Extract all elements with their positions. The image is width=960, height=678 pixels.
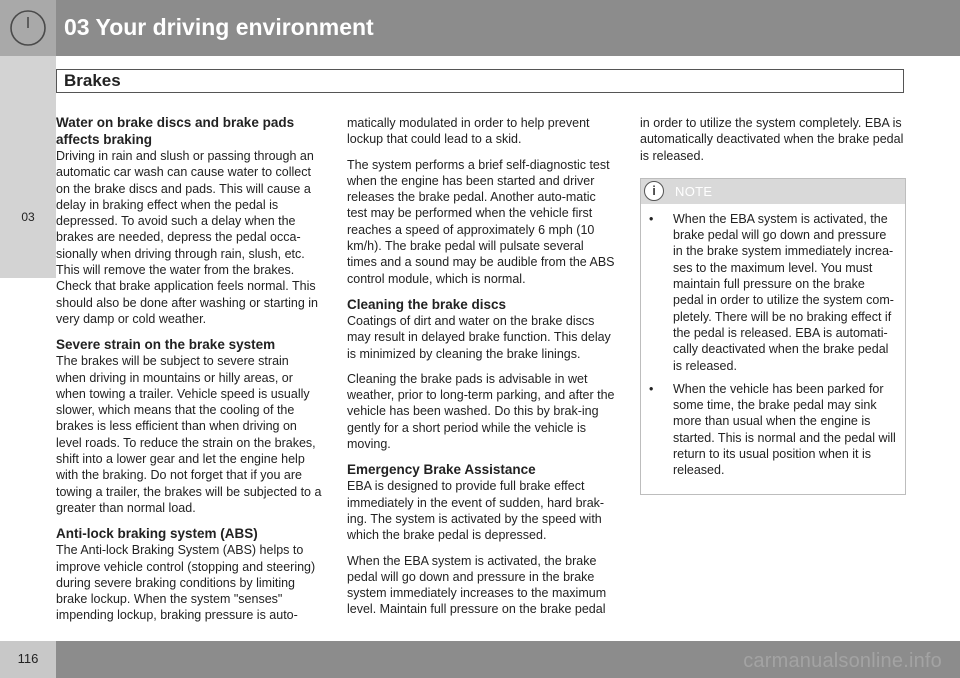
note-label: NOTE xyxy=(675,183,713,199)
note-header xyxy=(641,179,905,204)
heading-cleaning-brake-discs: Cleaning the brake discs xyxy=(347,296,507,312)
page-footer xyxy=(0,641,960,678)
paragraph: When the EBA system is activated, the brake pedal will go down and pressure in the brake system immediately increases to the maximum level. Maintain full pressure on the brake pedal xyxy=(347,553,607,617)
bullet: • xyxy=(649,381,654,396)
page-number-box xyxy=(0,641,56,678)
text-column-3 xyxy=(640,115,906,495)
chapter-header xyxy=(0,0,960,56)
chapter-title: 03 Your driving environment xyxy=(64,14,374,40)
paragraph: Driving in rain and slush or passing through an automatic car wash can cause water to collect on the brake discs and pads. This will cause a delay in braking effect when the pedal is depressed. To avoid such a delay when the brakes are needed, depress the pedal occa-sionally when driving through rain, slush, etc. This will remove the water from the brakes. Check that brake application feels normal. This should also be done after washing or starting in very damp or cold weather. xyxy=(56,149,318,326)
heading-water-on-brakes: Water on brake discs and brake pads affects braking xyxy=(56,115,295,147)
paragraph: Coatings of dirt and water on the brake discs may result in delayed brake function. This delay is minimized by cleaning the brake linings. xyxy=(347,313,611,361)
paragraph: EBA is designed to provide full brake effect immediately in the event of sudden, hard brak-ing. The system is activated by the speed with which the brake pedal is depressed. xyxy=(347,479,605,543)
side-tab-label: 03 xyxy=(21,210,35,224)
heading-emergency-brake-assistance: Emergency Brake Assistance xyxy=(347,462,536,478)
watermark: carmanualsonline.info xyxy=(743,650,942,672)
note-item-text: When the vehicle has been parked for some time, the brake pedal may sink more than usual when the engine is started. This is normal and the pedal will return to its usual position when it is released. xyxy=(673,381,896,478)
paragraph: in order to utilize the system completely. EBA is automatically deactivated when the brake pedal is released. xyxy=(640,116,904,163)
paragraph: The system performs a brief self-diagnostic test when the engine has been started and driver releases the brake pedal. Another auto-matic test may be performed when the vehicle first reaches a speed of approximately 6 mph (10 km/h). The brake pedal will pulsate several times and a sound may be audible from the ABS control module, which is normal. xyxy=(347,157,615,286)
note-body xyxy=(641,204,905,494)
section-bar xyxy=(56,69,904,93)
paragraph: Cleaning the brake pads is advisable in wet weather, prior to long-term parking, and after the vehicle has been washed. Do this by brak-ing gently for a short period while the vehicle is moving. xyxy=(347,371,615,452)
bullet: • xyxy=(649,211,654,226)
text-column-2 xyxy=(347,115,615,618)
gauge-icon xyxy=(9,9,47,47)
note-item-text: When the EBA system is activated, the brake pedal will go down and pressure in the brake system immediately increa-ses to the maximum level. You must maintain full pressure on the brake pedal in order to utilize the system com-pletely. There will be no braking effect if the pedal is released. EBA is automati-cally deactivated when the brake pedal is released. xyxy=(673,211,894,373)
heading-abs: Anti-lock braking system (ABS) xyxy=(56,526,258,542)
note-box xyxy=(640,178,906,495)
info-icon: i xyxy=(644,181,664,201)
page-number: 116 xyxy=(17,651,39,666)
note-list-item xyxy=(649,211,897,374)
paragraph: The brakes will be subject to severe strain when driving in mountains or hilly areas, or when towing a trailer. Vehicle speed is usually slower, which means that the cooling of the brakes is less efficient than when driving on level roads. To reduce the strain on the brakes, shift into a lower gear and let the engine help with the braking. Do not forget that if you are towing a trailer, the brakes will be subjected to a greater than normal load. xyxy=(56,354,322,515)
chapter-side-tab xyxy=(0,56,56,278)
note-list-item xyxy=(649,381,897,479)
text-column-1 xyxy=(56,114,322,624)
paragraph: The Anti-lock Braking System (ABS) helps to improve vehicle control (stopping and steering) during severe braking conditions by limiting brake lockup. When the system "senses" impending lockup, braking pressure is auto- xyxy=(56,543,316,623)
section-title: Brakes xyxy=(64,71,121,90)
header-logo-box xyxy=(0,0,56,56)
heading-severe-strain: Severe strain on the brake system xyxy=(56,337,276,353)
paragraph: matically modulated in order to help prevent lockup that could lead to a skid. xyxy=(347,116,590,147)
